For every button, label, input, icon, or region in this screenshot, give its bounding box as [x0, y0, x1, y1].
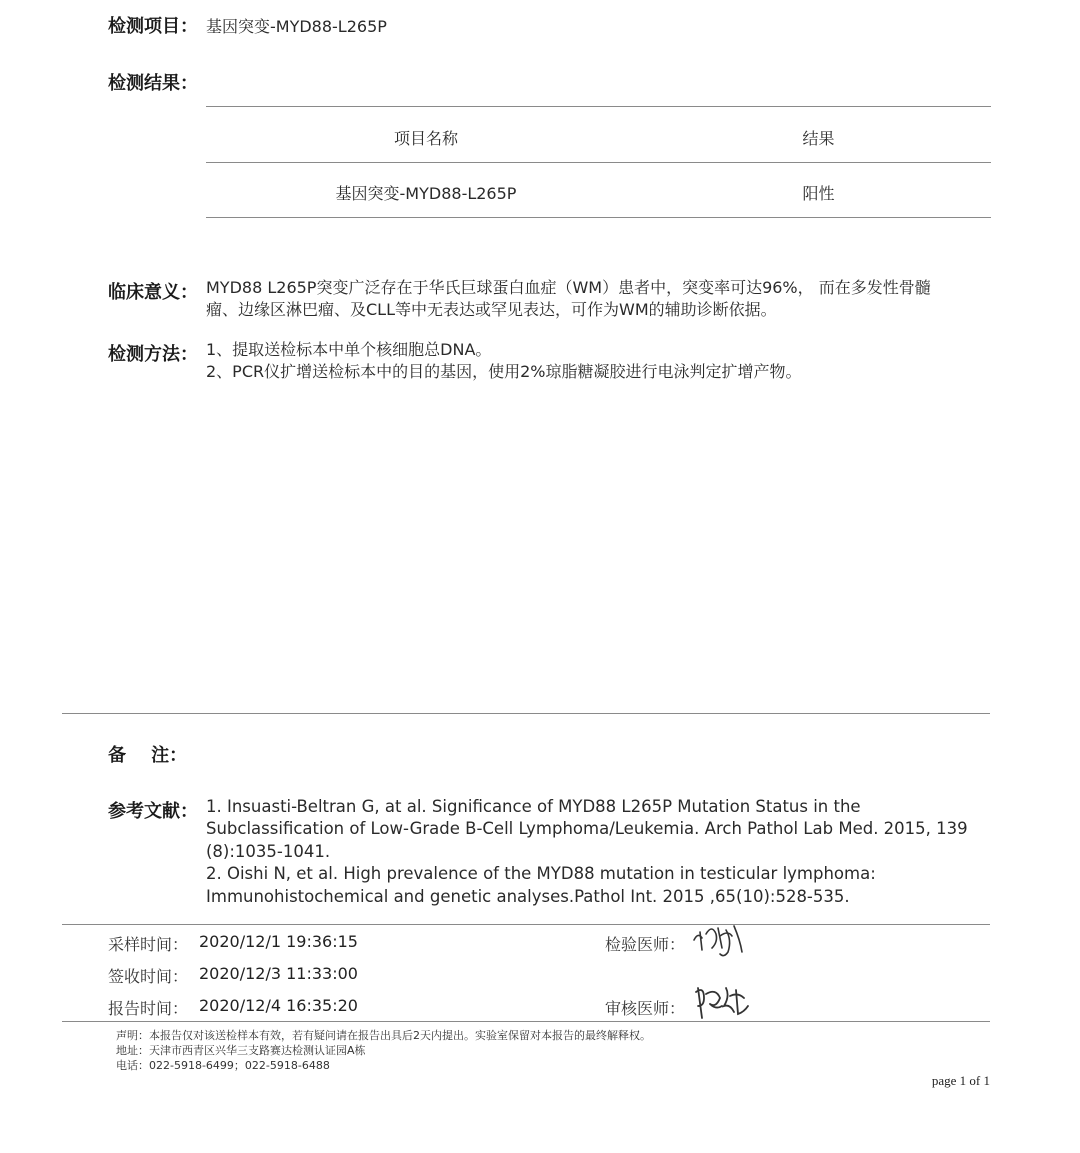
- test-result-label: 检测结果：: [108, 73, 198, 94]
- test-item-value: 基因突变-MYD88-L265P: [206, 17, 387, 36]
- reviewer-label: 审核医师：: [605, 999, 686, 1018]
- references-label: 参考文献：: [108, 801, 198, 822]
- table-bottom-rule: [206, 217, 991, 218]
- table-top-rule: [206, 106, 991, 107]
- section-divider: [62, 713, 990, 714]
- method-step-1: 1、提取送检标本中单个核细胞总DNA。: [206, 340, 492, 359]
- report-time-label: 报告时间：: [108, 999, 189, 1018]
- sampling-time-label: 采样时间：: [108, 935, 189, 954]
- inspector-label: 检验医师：: [605, 935, 686, 954]
- times-top-rule: [62, 924, 990, 925]
- table-cell-result: 阳性: [802, 184, 835, 203]
- reference-line-3: (8):1035-1041.: [206, 842, 331, 861]
- reference-line-1: 1. Insuasti-Beltran G, at al. Significance of MYD88 L265P Mutation Status in the: [206, 797, 861, 816]
- reference-line-5: Immunohistochemical and genetic analyses.Pathol Int. 2015 ,65(10):528-535.: [206, 887, 850, 906]
- clinical-line-2: 瘤、边缘区淋巴瘤、及CLL等中无表达或罕见表达，可作为WM的辅助诊断依据。: [206, 300, 777, 319]
- footer-phone: 电话：022-5918-6499；022-5918-6488: [116, 1059, 330, 1072]
- received-time-label: 签收时间：: [108, 967, 189, 986]
- footer-statement: 声明：本报告仅对该送检样本有效，若有疑问请在报告出具后2天内提出。实验室保留对本报告的最终解释权。: [116, 1029, 651, 1042]
- footer-address: 地址：天津市西青区兴华三支路赛达检测认证园A栋: [116, 1044, 366, 1057]
- table-cell-item: 基因突变-MYD88-L265P: [335, 184, 517, 203]
- sampling-time-value: 2020/12/1 19:36:15: [199, 932, 358, 951]
- received-time-value: 2020/12/3 11:33:00: [199, 964, 358, 983]
- table-header-result: 结果: [802, 129, 835, 148]
- table-header-rule: [206, 162, 991, 163]
- footer-rule: [62, 1021, 990, 1022]
- reviewer-signature: [692, 980, 752, 1022]
- remarks-label: 备 注：: [108, 745, 188, 766]
- report-time-value: 2020/12/4 16:35:20: [199, 996, 358, 1015]
- inspector-signature: [690, 918, 750, 960]
- clinical-line-1: MYD88 L265P突变广泛存在于华氏巨球蛋白血症（WM）患者中，突变率可达96%， 而在多发性骨髓: [206, 278, 931, 297]
- page-number: page 1 of 1: [931, 1073, 990, 1088]
- table-header-item: 项目名称: [393, 129, 458, 148]
- clinical-label: 临床意义：: [108, 282, 198, 303]
- reference-line-4: 2. Oishi N, et al. High prevalence of the MYD88 mutation in testicular lymphoma:: [206, 864, 876, 883]
- test-item-label: 检测项目：: [108, 16, 198, 37]
- method-label: 检测方法：: [108, 344, 198, 365]
- reference-line-2: Subclassification of Low-Grade B-Cell Lymphoma/Leukemia. Arch Pathol Lab Med. 2015, 139: [206, 819, 968, 838]
- method-step-2: 2、PCR仪扩增送检标本中的目的基因，使用2%琼脂糖凝胶进行电泳判定扩增产物。: [206, 362, 802, 381]
